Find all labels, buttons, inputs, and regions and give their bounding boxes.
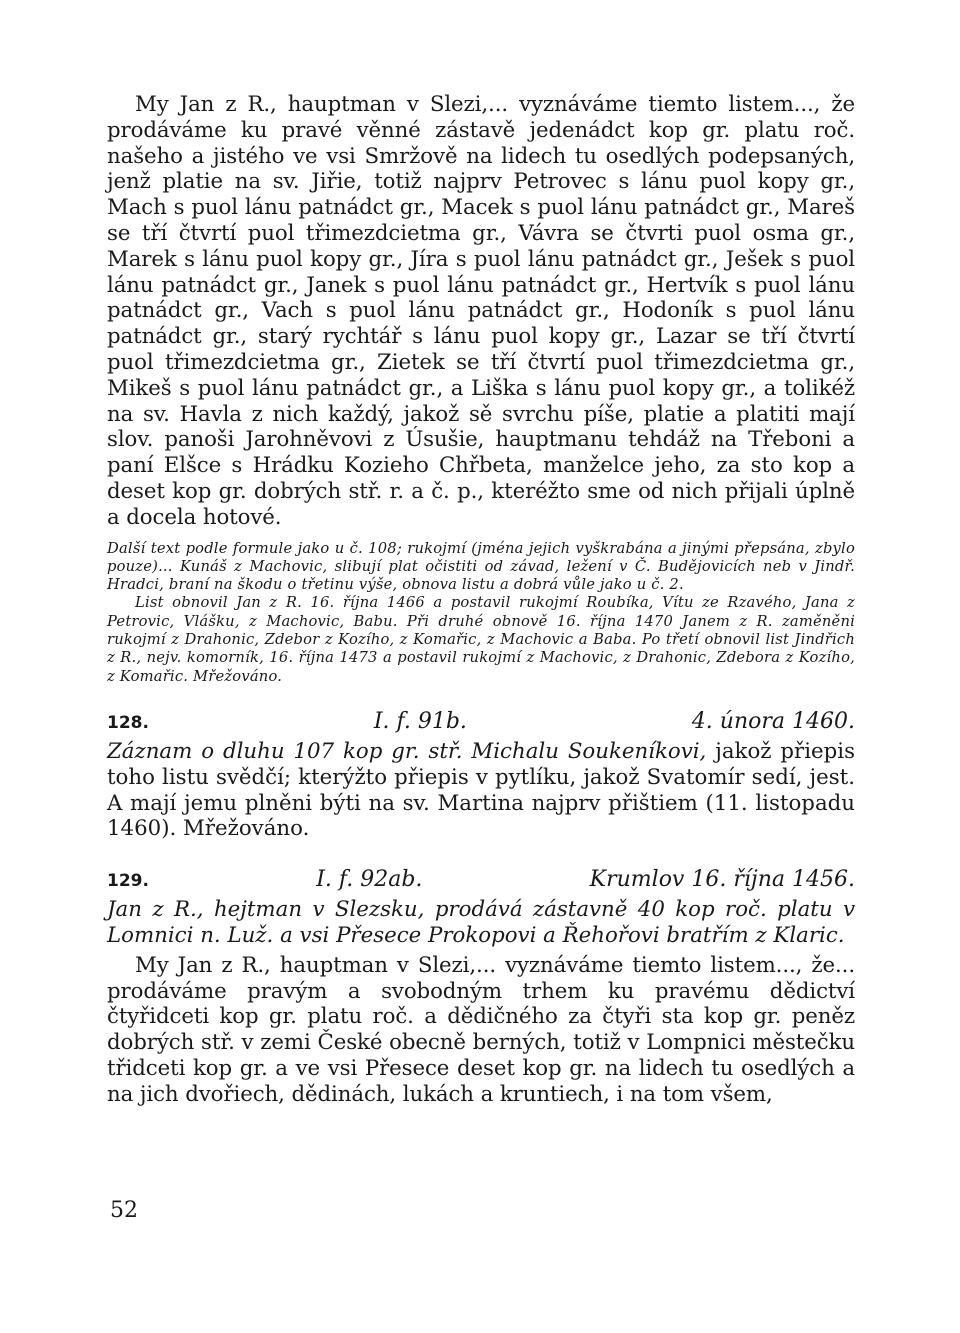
entry-header-129 <box>107 866 855 895</box>
document-page <box>107 92 855 1107</box>
entry-129-summary: Jan z R., hejtman v Slezsku, prodává zástavně 40 kop roč. platu v Lomnici n. Luž. a vsi Přesece Prokopovi a Řehořovi bratřím z Klaric. <box>107 897 855 948</box>
entry-source: I. f. 91b. <box>373 708 467 734</box>
editorial-note-1: Další text podle formule jako u č. 108; rukojmí (jména jejich vyškrabána a jinými přepsána, zbylo pouze)... Kunáš z Machovic, slibují plat očistiti od závad, ležení v Č. Budějovicích neb v Jindř. Hradci, braní na škodu o třetinu výše, obnova listu a dobrá vůle jako u č. 2. <box>107 539 855 594</box>
entry-128-body: jakož přiepis toho listu svědčí; kterýžto přiepis v pytlíku, jakož Svatomír sedí, jest. A mají jemu plněni býti na sv. Martina najprv přištiem (11. listopadu 1460). Mřežováno. <box>107 738 856 842</box>
entry-header-128 <box>107 708 855 737</box>
page-number: 52 <box>110 1198 138 1223</box>
entry-date: Krumlov 16. října 1456. <box>589 867 855 893</box>
entry-number: 128. <box>107 712 149 733</box>
charter-text-129: My Jan z R., hauptman v Slezi,... vyznáváme tiemto listem..., že... prodáváme pravým a svobodným trhem ku pravému dědictví čtyřidceti kop gr. platu roč. a dědičného za čtyři sta kop gr. peněz dobrých stř. v zemi České obecně berných, totiž v Lompnici městečku třidceti kop gr. a ve vsi Přesece deset kop gr. na lidech tu osedlých a na jich dvořiech, dědinách, lukách a kruntiech, i na tom všem, <box>107 952 855 1107</box>
entry-number: 129. <box>107 871 149 892</box>
entry-source: I. f. 92ab. <box>316 867 423 893</box>
entry-128-text <box>107 739 855 842</box>
editorial-note-2: List obnovil Jan z R. 16. října 1466 a postavil rukojmí Roubíka, Vítu ze Rzavého, Jana z Petrovic, Vlášku, z Machovic, Babu. Při druhé obnově 16. října 1470 Janem z R. zaměněni rukojmí z Drahonic, Zdebor z Kozího, z Komařic, z Machovic a Baba. Po třetí obnovil list Jindřich z R., nejv. komorník, 16. října 1473 a postavil rukojmí z Machovic, z Drahonic, Zdebora z Kozího, z Komařic. Mřežováno. <box>107 594 855 685</box>
charter-text-127: My Jan z R., hauptman v Slezi,... vyznáváme tiemto listem..., že prodáváme ku pravé věnné zástavě jedenádct kop gr. platu roč. našeho a jistého ve vsi Smržově na lidech tu osedlých podepsaných, jenž platie na sv. Jiřie, totiž najprv Petrovec s lánu puol kopy gr., Mach s puol lánu patnádct gr., Macek s puol lánu patnádct gr., Mareš se tří čtvrtí puol třimezdcietma gr., Vávra se čtvrti puol osma gr., Marek s lánu puol kopy gr., Jíra s puol lánu patnádct gr., Ješek s puol lánu patnádct gr., Janek s puol lánu patnádct gr., Hertvík s puol lánu patnádct gr., Vach s puol lánu patnádct gr., Hodoník s puol lánu patnádct gr., starý rychtář s lánu puol kopy gr., Lazar se tří čtvrtí puol třimezdcietma gr., Zietek se tří čtvrtí puol třimezdcietma gr., Mikeš s puol lánu patnádct gr., a Liška s lánu puol kopy gr., a tolikéž na sv. Havla z nich každý, jakož sě svrchu píše, platie a platiti mají slov. panoši Jarohněvovi z Úsušie, hauptmanu tehdáž na Třeboni a paní Elšce s Hrádku Kozieho Chřbeta, manželce jeho, za sto kop a deset kop gr. dobrých stř. r. a č. p., kteréžto sme od nich přijali úplně a docela hotové. <box>107 92 855 530</box>
entry-128-summary: Záznam o dluhu 107 kop gr. stř. Michalu Soukeníkovi, <box>107 738 707 764</box>
entry-date: 4. února 1460. <box>691 708 855 734</box>
